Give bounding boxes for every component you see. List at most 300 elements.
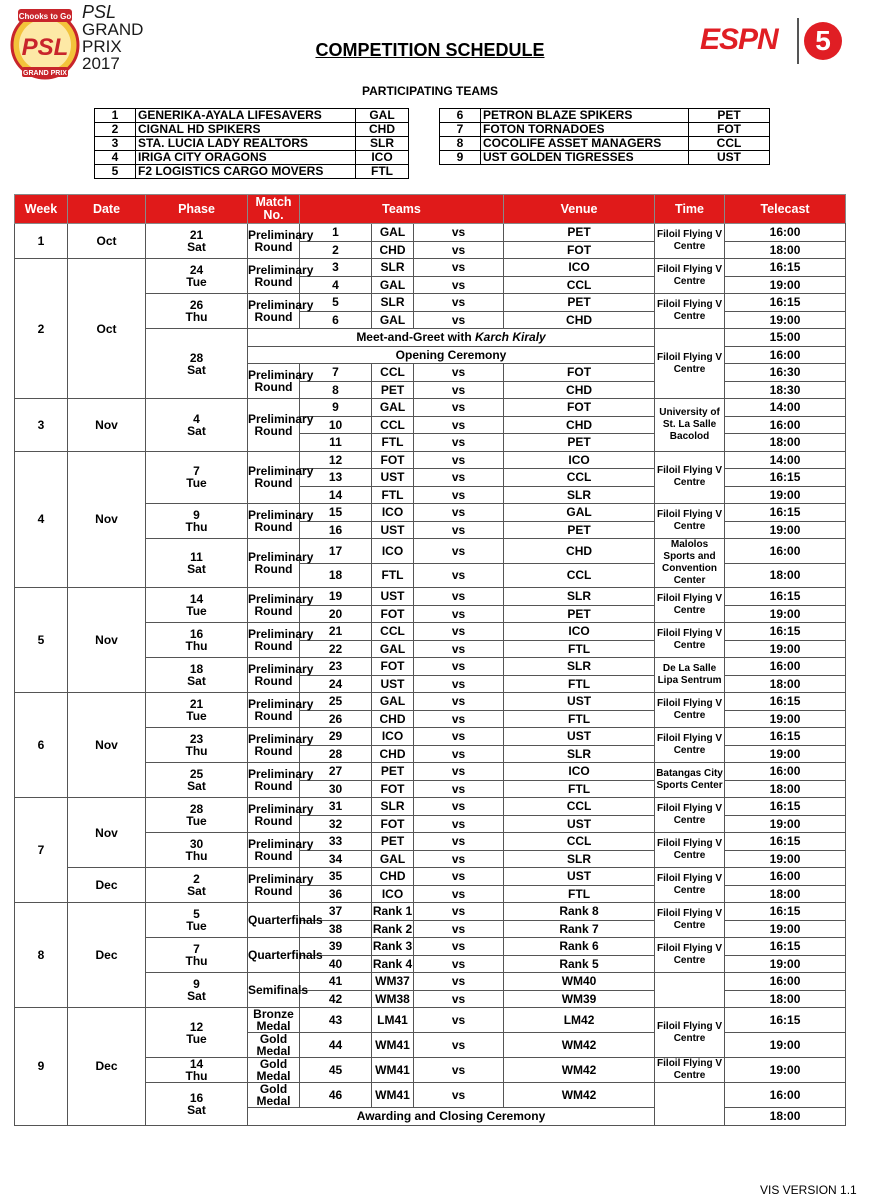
team-away: FTL [504,780,655,798]
date-text: 16 Sat [187,1090,206,1117]
date-text: 24 Tue [186,263,207,289]
date-text: 26 Thu [185,298,208,324]
team-home: FOT [372,780,414,798]
header-phase: Phase [146,195,248,224]
match-number: 27 [300,763,372,781]
match-time: 16:15 [725,294,846,312]
team-home: FTL [372,563,414,588]
match-time: 16:00 [725,658,846,676]
match-time: 16:15 [725,623,846,641]
match-time: 18:00 [725,241,846,259]
match-time: 16:15 [725,469,846,487]
match-number: 44 [300,1033,372,1058]
team-abbr: FTL [356,165,409,179]
date-text: 2 Sat [187,872,206,898]
team-name: PETRON BLAZE SPIKERS [481,109,689,123]
match-number: 2 [300,241,372,259]
team-home: FOT [372,815,414,833]
date-text: 14 Thu [185,1057,208,1083]
week-number: 3 [15,399,68,452]
team-home: UST [372,588,414,606]
header-teams: Teams [300,195,504,224]
team-number: 5 [95,165,136,179]
week-number: 1 [15,224,68,259]
venue: Filoil Flying V Centre [655,259,725,294]
team-away: FOT [504,364,655,382]
match-number: 8 [300,381,372,399]
match-number: 1 [300,224,372,242]
match-date [146,259,248,294]
phase: Gold Medal [248,1033,300,1058]
team-away: CCL [504,469,655,487]
team-home: WM37 [372,973,414,991]
match-time: 16:15 [725,728,846,746]
versus: vs [414,486,504,504]
phase: Preliminary Round [248,364,300,399]
team-away: SLR [504,658,655,676]
venue: Filoil Flying V Centre [655,224,725,259]
header-telecast: Telecast [725,195,846,224]
match-time: 14:00 [725,399,846,417]
date-text: 4 Sat [187,411,206,438]
team-row [95,165,409,179]
match-date [146,539,248,588]
venue: Filoil Flying V Centre [655,868,725,903]
phase: Preliminary Round [248,868,300,903]
match-date [146,329,248,399]
team-away: FOT [504,241,655,259]
venue: Filoil Flying V Centre [655,329,725,399]
team-row [440,151,770,165]
team-home: PET [372,833,414,851]
date-text: 7 Tue [186,464,207,491]
match-time: 19:00 [725,920,846,938]
team-home: CCL [372,623,414,641]
match-date [146,728,248,763]
team-home: LM41 [372,1008,414,1033]
espn-logo: ESPN [700,23,778,56]
match-number: 32 [300,815,372,833]
date-text: 9 Thu [185,508,208,534]
match-number: 41 [300,973,372,991]
match-number: 30 [300,780,372,798]
match-date [146,833,248,868]
versus: vs [414,1083,504,1108]
phase: Preliminary Round [248,623,300,658]
match-number: 25 [300,693,372,711]
team-away: CHD [504,381,655,399]
match-date [146,658,248,693]
versus: vs [414,416,504,434]
versus: vs [414,623,504,641]
svg-text:GRAND PRIX: GRAND PRIX [23,70,67,77]
team-home: PET [372,381,414,399]
versus: vs [414,588,504,606]
team-home: FTL [372,486,414,504]
match-time: 19:00 [725,1058,846,1083]
team-away: WM39 [504,990,655,1008]
match-time: 16:15 [725,504,846,522]
phase: Preliminary Round [248,259,300,294]
team-home: SLR [372,259,414,277]
team-away: WM40 [504,973,655,991]
venue [655,973,725,1008]
match-date [146,1083,248,1126]
venue: Filoil Flying V Centre [655,693,725,728]
team-number: 4 [95,151,136,165]
venue: Filoil Flying V Centre [655,1008,725,1058]
team-home: GAL [372,693,414,711]
match-number: 19 [300,588,372,606]
team-number: 2 [95,123,136,137]
team-home: WM41 [372,1058,414,1083]
match-number: 35 [300,868,372,886]
team-away: CHD [504,311,655,329]
team-home: FOT [372,451,414,469]
match-number: 18 [300,563,372,588]
versus: vs [414,504,504,522]
versus: vs [414,451,504,469]
team-row [95,151,409,165]
team-away: CCL [504,833,655,851]
phase: Preliminary Round [248,693,300,728]
team-name: CIGNAL HD SPIKERS [136,123,356,137]
team-away: ICO [504,451,655,469]
team-number: 9 [440,151,481,165]
date-text: 12 Tue [186,1019,207,1046]
team-home: ICO [372,504,414,522]
match-number: 37 [300,903,372,921]
week-month: Nov [68,399,146,452]
phase: Preliminary Round [248,294,300,329]
match-date [146,623,248,658]
team-away: PET [504,605,655,623]
team-away: FTL [504,675,655,693]
event-text: Awarding and Closing Ceremony [356,1109,546,1124]
team-row [95,123,409,137]
match-time: 16:00 [725,346,846,364]
match-date [146,763,248,798]
team-home: FTL [372,434,414,452]
phase: Semifinals [248,973,300,1008]
week-number: 6 [15,693,68,798]
match-date [146,798,248,833]
week-month: Nov [68,798,146,868]
week-month: Dec [68,1008,146,1126]
match-number: 43 [300,1008,372,1033]
date-text: 23 Thu [185,732,208,758]
team-number: 6 [440,109,481,123]
week-number: 8 [15,903,68,1008]
versus: vs [414,1008,504,1033]
match-time: 19:00 [725,1033,846,1058]
schedule-table [14,194,846,1126]
venue: Filoil Flying V Centre [655,833,725,868]
match-number: 10 [300,416,372,434]
versus: vs [414,903,504,921]
versus: vs [414,259,504,277]
versus: vs [414,276,504,294]
phase: Preliminary Round [248,763,300,798]
match-row [15,588,846,606]
phase: Preliminary Round [248,588,300,623]
team-away: UST [504,868,655,886]
match-row [15,868,846,886]
teams-table-right [439,108,770,165]
versus: vs [414,675,504,693]
team-away: CHD [504,539,655,564]
versus: vs [414,294,504,312]
versus: vs [414,563,504,588]
match-date [146,399,248,452]
team-home: SLR [372,294,414,312]
team-row [440,109,770,123]
match-time: 19:00 [725,815,846,833]
match-number: 6 [300,311,372,329]
team-abbr: GAL [356,109,409,123]
match-time: 16:15 [725,693,846,711]
section-subtitle: PARTICIPATING TEAMS [362,84,498,98]
match-number: 33 [300,833,372,851]
match-row [15,1008,846,1033]
team-home: SLR [372,798,414,816]
date-text: 18 Sat [187,662,206,688]
team-abbr: UST [689,151,770,165]
match-date [146,973,248,1008]
versus: vs [414,469,504,487]
venue: Batangas City Sports Center [655,763,725,798]
team-name: FOTON TORNADOES [481,123,689,137]
team-home: CHD [372,868,414,886]
header-venue: Venue [504,195,655,224]
phase: Preliminary Round [248,451,300,504]
match-time: 16:00 [725,1083,846,1108]
date-text: 28 Sat [187,350,206,377]
date-text: 28 Tue [186,802,207,828]
page-title: COMPETITION SCHEDULE [315,40,545,60]
team-home: Rank 3 [372,939,413,954]
team-name: IRIGA CITY ORAGONS [136,151,356,165]
team-away: FTL [504,640,655,658]
match-number: 39 [300,938,372,956]
venue: De La Salle Lipa Sentrum [655,658,725,693]
venue: Malolos Sports and Convention Center [655,539,725,588]
match-number: 23 [300,658,372,676]
event-text: Opening Ceremony [395,347,507,362]
teams-table-left [94,108,409,179]
versus: vs [414,920,504,938]
team-row [95,109,409,123]
venue: Filoil Flying V Centre [655,294,725,329]
team-home: CHD [372,710,414,728]
event-name [248,1108,655,1126]
team-name: F2 LOGISTICS CARGO MOVERS [136,165,356,179]
team-away: PET [504,294,655,312]
date-text: 9 Sat [187,977,206,1003]
match-number: 22 [300,640,372,658]
team-away: Rank 8 [504,903,655,921]
date-text: 14 Tue [186,592,207,618]
match-date [146,903,248,938]
match-time: 19:00 [725,521,846,539]
event-name [248,329,655,347]
versus: vs [414,763,504,781]
match-date [146,868,248,903]
venue: Filoil Flying V Centre [655,728,725,763]
versus: vs [414,815,504,833]
match-number: 4 [300,276,372,294]
team-away: LM42 [504,1008,655,1033]
event-name [248,346,655,364]
team-name: UST GOLDEN TIGRESSES [481,151,689,165]
versus: vs [414,745,504,763]
team-away: UST [504,693,655,711]
svg-text:Chooks to Go: Chooks to Go [18,12,72,21]
team-home: FOT [372,658,414,676]
match-number: 40 [300,955,372,973]
match-number: 5 [300,294,372,312]
week-month: Oct [68,259,146,399]
match-time: 18:00 [725,1108,846,1126]
match-row [15,903,846,921]
schedule-header-row [15,195,846,224]
team-home: CCL [372,364,414,382]
match-row [15,224,846,242]
team-home: GAL [372,399,414,417]
team-abbr: CCL [689,137,770,151]
team-home: ICO [372,885,414,903]
match-number: 21 [300,623,372,641]
week-month: Dec [68,868,146,903]
versus: vs [414,640,504,658]
team-home: UST [372,469,414,487]
team-away: SLR [504,588,655,606]
match-row [15,399,846,417]
match-time: 19:00 [725,955,846,973]
match-time: 18:00 [725,885,846,903]
venue: Filoil Flying V Centre [655,938,725,973]
match-time: 16:00 [725,973,846,991]
versus: vs [414,885,504,903]
team-home: GAL [372,640,414,658]
team-home: ICO [372,539,414,564]
match-row [15,451,846,469]
match-number: 24 [300,675,372,693]
phase: Preliminary Round [248,798,300,833]
match-time: 16:00 [725,868,846,886]
versus: vs [414,224,504,242]
match-time: 19:00 [725,710,846,728]
phase: Preliminary Round [248,658,300,693]
team-away: ICO [504,623,655,641]
team-row [95,137,409,151]
team-away: PET [504,521,655,539]
team-away: ICO [504,259,655,277]
team-away: Rank 7 [504,920,655,938]
versus: vs [414,1058,504,1083]
versus: vs [414,955,504,973]
match-number: 16 [300,521,372,539]
team-home: CHD [372,241,414,259]
match-number: 17 [300,539,372,564]
match-date [146,451,248,504]
team-home: CHD [372,745,414,763]
venue: Filoil Flying V Centre [655,588,725,623]
match-number: 9 [300,399,372,417]
date-text: 25 Sat [187,767,206,793]
team-away: CCL [504,276,655,294]
event-guest: Karch Kiraly [475,330,546,345]
match-number: 11 [300,434,372,452]
team-away: Rank 6 [504,938,655,956]
team-number: 1 [95,109,136,123]
week-month: Dec [68,903,146,1008]
versus: vs [414,521,504,539]
match-time: 14:00 [725,451,846,469]
match-time: 19:00 [725,311,846,329]
match-number: 29 [300,728,372,746]
team-away: CHD [504,416,655,434]
team-away: PET [504,434,655,452]
team-away: CCL [504,563,655,588]
league-name: PSL GRAND PRIX 2017 [82,2,144,73]
week-month: Nov [68,588,146,693]
event-text: Meet-and-Greet with [356,330,475,345]
match-number: 3 [300,259,372,277]
match-time: 18:00 [725,675,846,693]
team-away: UST [504,728,655,746]
match-time: 18:00 [725,434,846,452]
match-row [15,693,846,711]
versus: vs [414,850,504,868]
team-away: PET [504,224,655,242]
team-home: GAL [372,224,414,242]
versus: vs [414,605,504,623]
venue: Filoil Flying V Centre [655,504,725,539]
match-time: 18:00 [725,563,846,588]
phase: Bronze Medal [248,1008,300,1033]
team-abbr: ICO [356,151,409,165]
team-home: GAL [372,850,414,868]
phase: Preliminary Round [248,728,300,763]
team-away: CCL [504,798,655,816]
match-number: 36 [300,885,372,903]
versus: vs [414,658,504,676]
week-number: 4 [15,451,68,588]
team-home: WM38 [372,990,414,1008]
venue [655,1083,725,1126]
week-number: 2 [15,259,68,399]
team-home: FOT [372,605,414,623]
header-week: Week [15,195,68,224]
versus: vs [414,539,504,564]
team-away: Rank 5 [504,955,655,973]
team-row [440,123,770,137]
team-home: CCL [372,416,414,434]
match-time: 18:00 [725,990,846,1008]
match-date [146,1058,248,1083]
match-number: 46 [300,1083,372,1108]
team-home: UST [372,675,414,693]
phase: Quarterfinals [248,903,300,938]
versus: vs [414,728,504,746]
team-abbr: SLR [356,137,409,151]
match-number: 12 [300,451,372,469]
header-time: Time [655,195,725,224]
phase: Preliminary Round [248,539,300,588]
team-home: PET [372,763,414,781]
match-date [146,693,248,728]
